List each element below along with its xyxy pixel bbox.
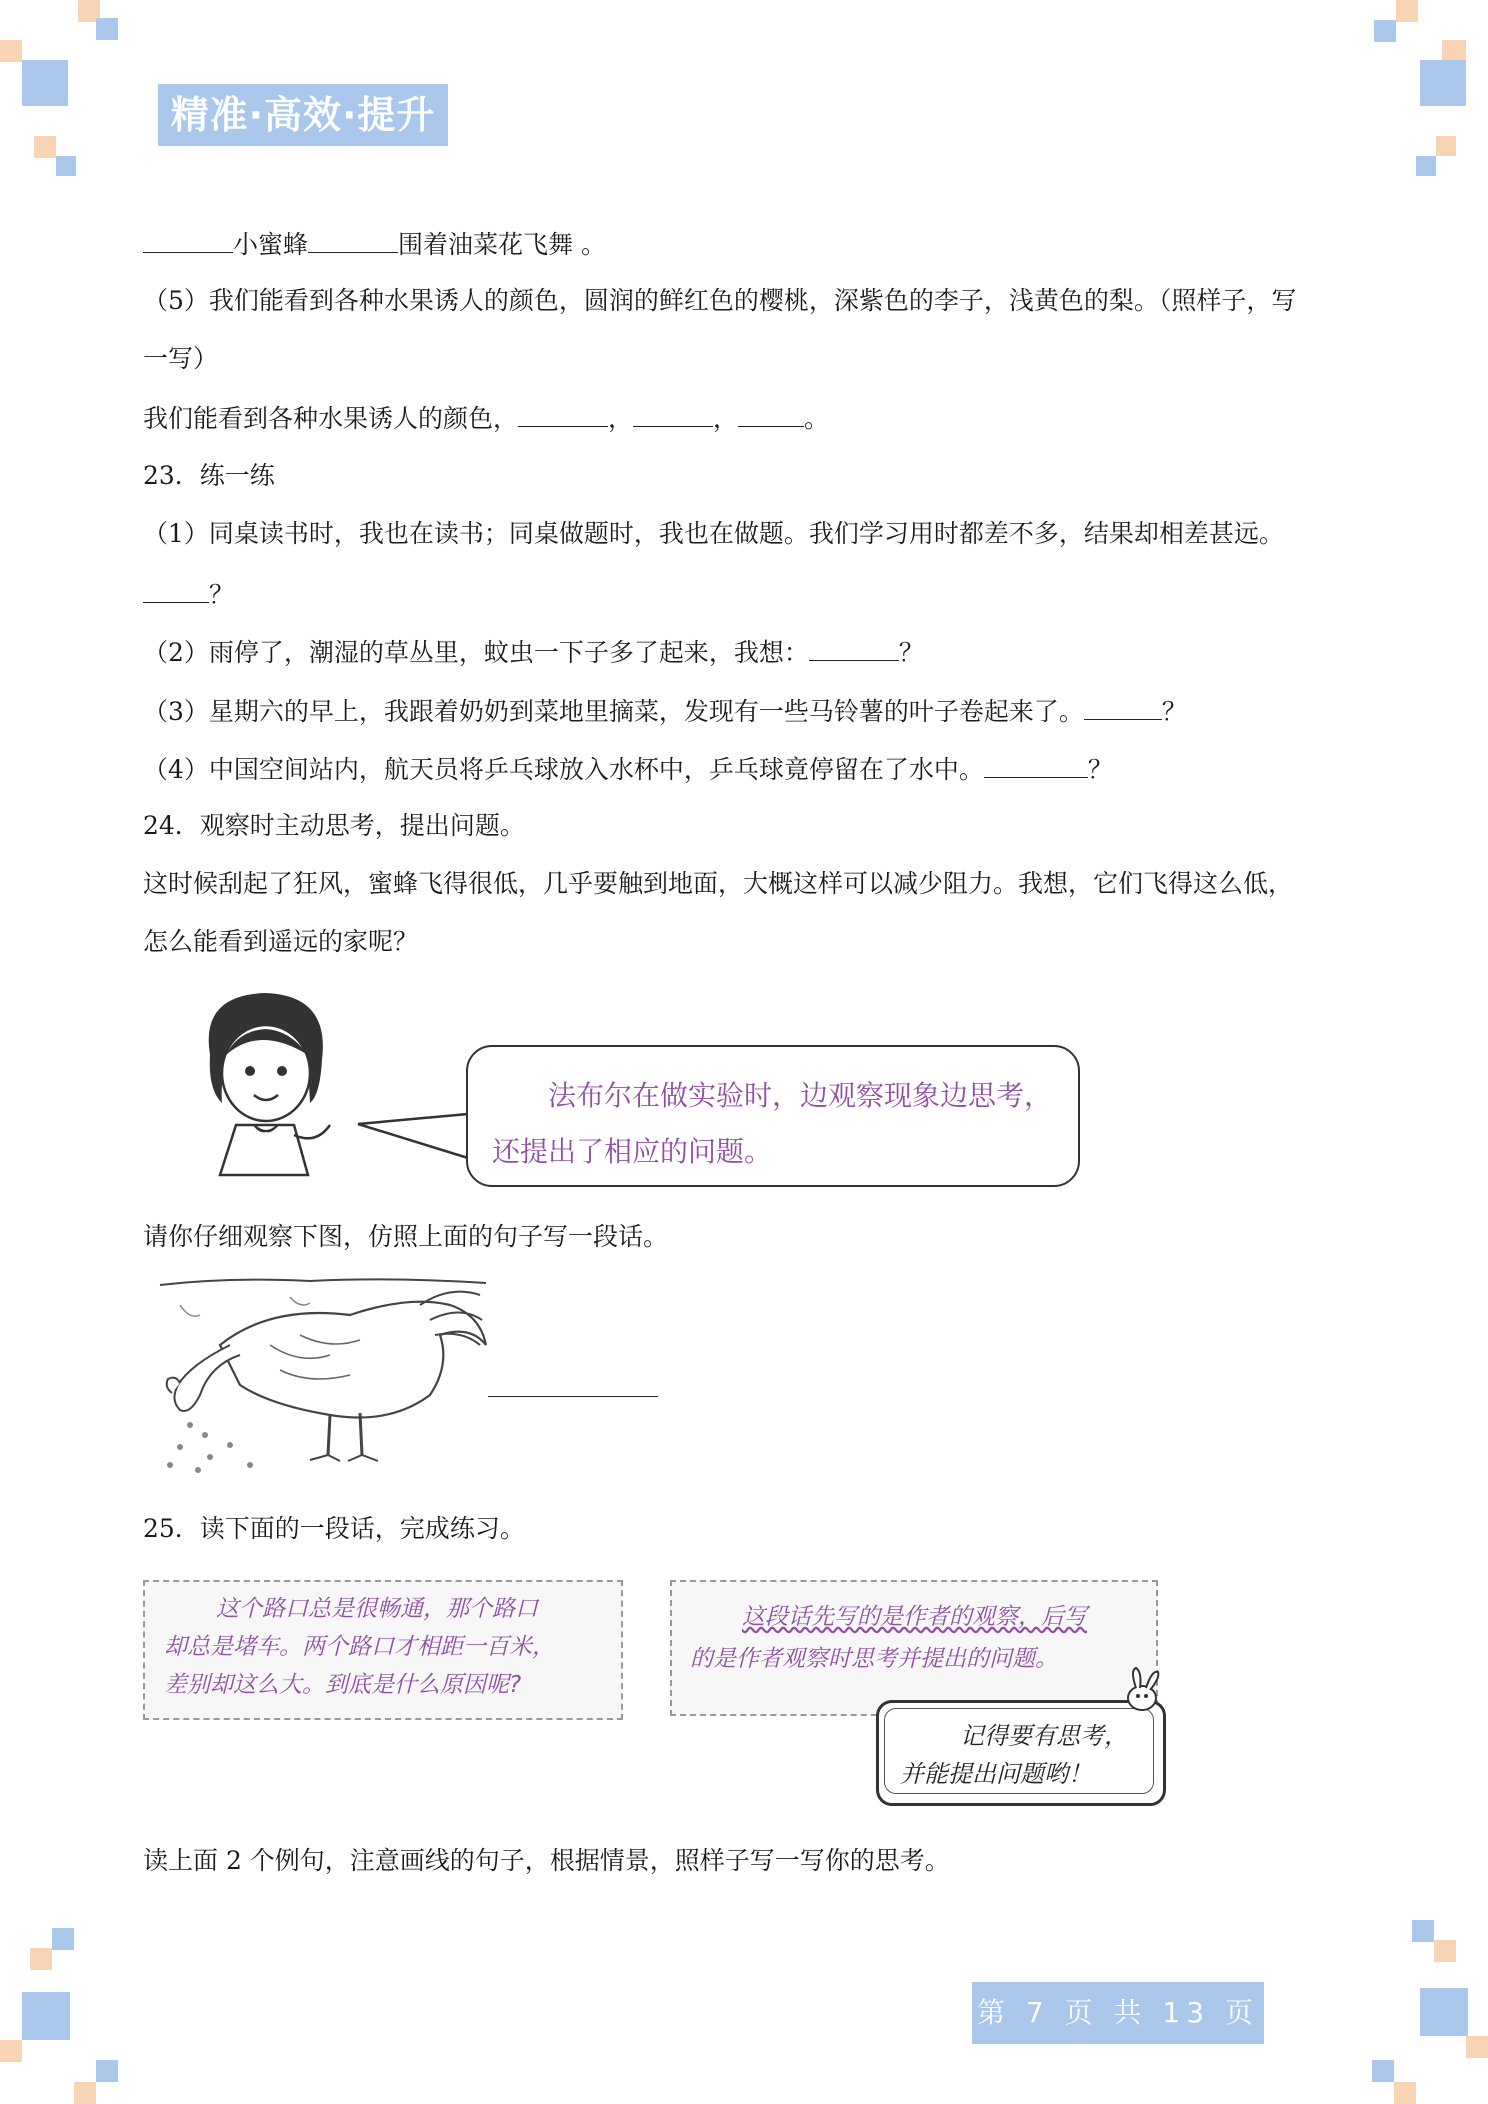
q22-line1	[143, 226, 606, 262]
text: 小蜜蜂	[233, 230, 309, 259]
text: （4）中国空间站内，航天员将乒乓球放入水杯中，乒乓球竟停留在了水中。	[143, 755, 984, 784]
corner-decoration	[0, 2040, 22, 2062]
example-box-1-line3: 差别却这么大。到底是什么原因呢?	[164, 1672, 522, 1698]
corner-decoration	[1374, 20, 1396, 42]
text: （3）星期六的早上，我跟着奶奶到菜地里摘菜，发现有一些马铃薯的叶子卷起来了。	[143, 697, 1084, 726]
text: ，	[608, 404, 634, 433]
corner-decoration	[1434, 1940, 1456, 1962]
reminder-line1: 记得要有思考，	[960, 1722, 1128, 1750]
q24-instruction: 请你仔细观察下图，仿照上面的句子写一段话。	[143, 1222, 669, 1251]
q24-paragraph-line2: 怎么能看到遥远的家呢？	[143, 927, 419, 956]
answer-blank[interactable]	[143, 576, 209, 603]
answer-blank[interactable]	[738, 400, 804, 427]
text: （2）雨停了，潮湿的草丛里，蚊虫一下子多了起来，我想：	[143, 638, 809, 667]
q23-item2	[143, 634, 924, 670]
corner-decoration	[1466, 2036, 1488, 2058]
corner-decoration	[56, 156, 76, 176]
corner-decoration	[34, 136, 56, 158]
example-box-2-line2: 的是作者观察时思考并提出的问题。	[690, 1646, 1058, 1672]
example-box-1-line2: 却总是堵车。两个路口才相距一百米，	[164, 1634, 555, 1660]
answer-blank[interactable]	[1084, 693, 1162, 720]
text: ？	[209, 580, 235, 609]
speech-bubble-tail	[356, 1112, 476, 1162]
bubble-text-line1: 法布尔在做实验时，边观察现象边思考，	[548, 1079, 1053, 1112]
corner-decoration	[96, 2060, 118, 2082]
q23-item1: （1）同桌读书时，我也在读书；同桌做题时，我也在做题。我们学习用时都差不多，结果却相差甚远。	[143, 519, 1284, 548]
answer-blank[interactable]	[518, 400, 608, 427]
corner-decoration	[1412, 1920, 1434, 1942]
corner-decoration	[74, 2082, 96, 2104]
corner-decoration	[1416, 156, 1436, 176]
q24-title: 24．观察时主动思考，提出问题。	[143, 811, 525, 840]
corner-decoration	[1372, 2060, 1394, 2082]
corner-decoration	[1420, 1988, 1468, 2036]
q22-item5-line1: （5）我们能看到各种水果诱人的颜色，圆润的鲜红色的樱桃，深紫色的李子，浅黄色的梨。（照样子，写	[143, 286, 1297, 315]
answer-blank[interactable]	[488, 1370, 658, 1397]
answer-blank[interactable]	[809, 634, 899, 661]
bubble-text-line2: 还提出了相应的问题。	[492, 1135, 773, 1168]
reminder-line2: 并能提出问题哟！	[900, 1760, 1092, 1788]
rooster-illustration	[150, 1275, 490, 1480]
corner-decoration	[22, 60, 68, 106]
corner-decoration	[22, 1992, 70, 2040]
q25-title: 25．读下面的一段话，完成练习。	[143, 1514, 525, 1543]
rabbit-icon	[1112, 1666, 1172, 1716]
corner-decoration	[0, 40, 22, 62]
page-number: 第 7 页 共 13 页	[972, 1982, 1264, 2044]
text: ？	[898, 638, 924, 667]
corner-decoration	[52, 1928, 74, 1950]
q23-item3	[143, 693, 1187, 729]
q22-item5-answer	[143, 400, 829, 436]
corner-decoration	[1420, 60, 1466, 106]
q23-item4	[143, 751, 1113, 787]
header-banner: 精准·高效·提升	[158, 84, 448, 146]
q23-title: 23．练一练	[143, 461, 275, 490]
girl-illustration	[190, 985, 340, 1185]
text: 围着油菜花飞舞 。	[398, 230, 606, 259]
text: ？	[1087, 755, 1113, 784]
corner-decoration	[1396, 0, 1418, 22]
corner-decoration	[30, 1948, 52, 1970]
text: 我们能看到各种水果诱人的颜色，	[143, 404, 519, 433]
text: ，	[713, 404, 739, 433]
text: ？	[1161, 697, 1187, 726]
example-box-1-line1: 这个路口总是很畅通，那个路口	[216, 1596, 538, 1622]
answer-blank[interactable]	[984, 751, 1088, 778]
corner-decoration	[1436, 136, 1456, 156]
q25-instruction: 读上面 2 个例句，注意画线的句子，根据情景，照样子写一写你的思考。	[143, 1846, 950, 1875]
text: 。	[804, 404, 830, 433]
corner-decoration	[1394, 2082, 1416, 2104]
answer-blank[interactable]	[308, 226, 398, 253]
q23-item1-answer	[143, 576, 234, 612]
corner-decoration	[96, 18, 118, 40]
answer-blank[interactable]	[633, 400, 713, 427]
q22-item5-line2: 一写）	[143, 344, 219, 373]
q24-paragraph-line1: 这时候刮起了狂风，蜜蜂飞得很低，几乎要触到地面，大概这样可以减少阻力。我想，它们飞得这么低，	[143, 869, 1294, 898]
answer-blank[interactable]	[143, 226, 233, 253]
example-box-2-line1: 这段话先写的是作者的观察，后写	[742, 1604, 1087, 1630]
